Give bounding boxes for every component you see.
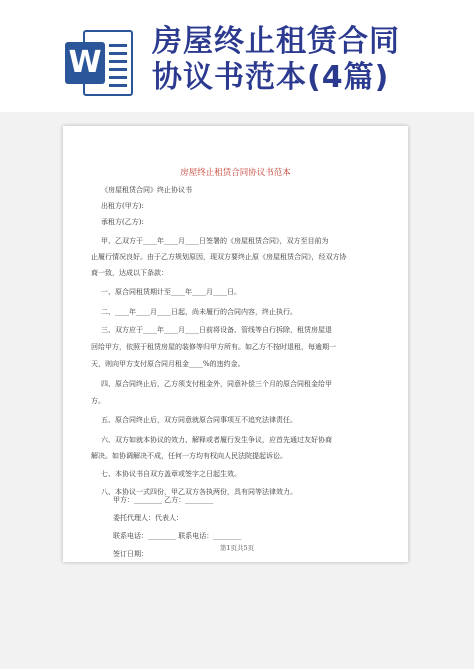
doc-line: 五、原合同终止后，双方同意就原合同事项互不追究法律责任。 xyxy=(101,416,297,424)
doc-line: 委托代理人：代表人： xyxy=(113,514,183,522)
banner-title-line1: 房屋终止租赁合同 xyxy=(152,24,400,59)
doc-line: 四、原合同终止后，乙方须支付租金外，同意补偿三个月的原合同租金给甲 xyxy=(101,380,332,388)
document-title: 房屋终止租赁合同协议书范本 xyxy=(180,168,291,178)
doc-line: 甲方：________ 乙方：________ xyxy=(113,496,214,504)
doc-line: 八、本协议一式四份，甲乙双方各执两份，具有同等法律效力。 xyxy=(101,488,297,496)
word-w-badge: W xyxy=(65,42,105,84)
document-page xyxy=(63,126,408,562)
doc-line: 六、双方如就本协议的效力、解释或者履行发生争议，应首先通过友好协商 xyxy=(101,436,332,444)
doc-line: 天，则向甲方支付原合同月租金____%的违约金。 xyxy=(91,360,245,368)
doc-line: 承租方(乙方): xyxy=(101,218,144,226)
doc-line: 方。 xyxy=(91,397,105,405)
doc-line: 七、本协议书自双方盖章或签字之日起生效。 xyxy=(101,470,241,478)
page-number: 第1页共5页 xyxy=(219,544,255,552)
doc-line: 解决。如协调解决不成，任何一方均有权向人民法院提起诉讼。 xyxy=(91,452,287,460)
doc-line: 三、双方应于____年____月____日前将设备、管线等自行拆除，租赁房屋退 xyxy=(101,326,332,334)
doc-line: 甲、乙双方于____年____月____日签署的《房屋租赁合同》，双方至目前为 xyxy=(101,237,329,245)
doc-line: 联系电话：________ 联系电话：________ xyxy=(113,532,242,540)
doc-line: 出租方(甲方): xyxy=(101,202,144,210)
banner-title xyxy=(152,24,462,96)
doc-line: 回给甲方，依照于租赁房屋的装修等归甲方所有。如乙方不按时退租，每逾期一 xyxy=(91,343,336,351)
doc-line: 止履行情况良好。由于乙方规划原因，现双方要终止原《房屋租赁合同》，经双方协 xyxy=(91,253,347,261)
doc-line: 商一致，达成以下条款： xyxy=(91,269,168,277)
doc-line: 签订日期： xyxy=(113,550,148,558)
word-document-icon xyxy=(65,28,137,100)
doc-line: 《房屋租赁合同》终止协议书 xyxy=(101,186,192,194)
doc-line: 二、____年____月____日起，尚未履行的合同内容，终止执行。 xyxy=(101,308,297,316)
banner-title-line2: 协议书范本(4篇) xyxy=(152,60,390,95)
doc-line: 一、原合同租赁期计至____年____月____日。 xyxy=(101,288,241,296)
banner xyxy=(0,0,474,112)
